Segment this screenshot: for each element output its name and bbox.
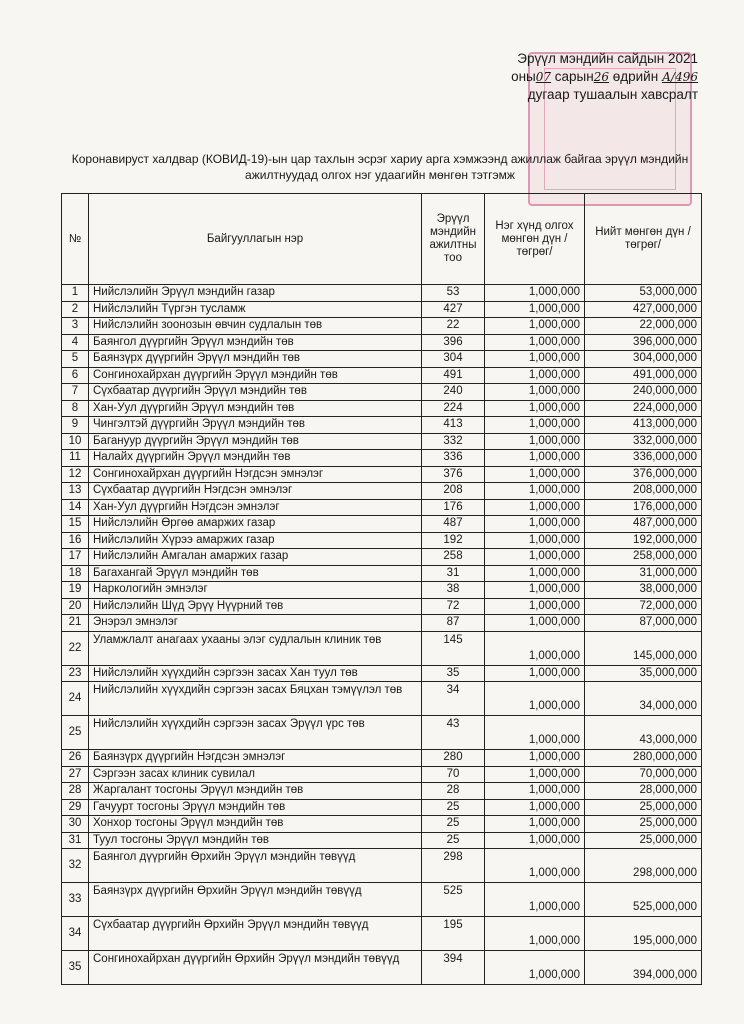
- header-number: №: [62, 194, 89, 285]
- table-row: [62, 400, 702, 417]
- table-row: [62, 367, 702, 384]
- table-row: [62, 499, 702, 516]
- header-total-amount: Нийт мөнгөн дүн /төгрөг/: [585, 194, 702, 285]
- row-number: 30: [62, 816, 89, 833]
- row-number: 5: [62, 351, 89, 368]
- table-row: [62, 483, 702, 500]
- allowance-table: [61, 193, 702, 985]
- row-staff-count: 35: [422, 665, 485, 682]
- row-organization: Сүхбаатар дүүргийн Эрүүл мэндийн төв: [89, 384, 422, 401]
- table-row: [62, 766, 702, 783]
- row-number: 13: [62, 483, 89, 500]
- row-organization: Багануур дүүргийн Эрүүл мэндийн төв: [89, 433, 422, 450]
- row-per-person-amount: 1,000,000: [485, 549, 585, 566]
- handwritten-day: 26: [593, 69, 609, 84]
- row-per-person-amount: 1,000,000: [485, 582, 585, 599]
- header-line-3: дугаар тушаалын хавсралт: [527, 87, 698, 102]
- row-organization: Баянзүрх дүүргийн Өрхийн Эрүүл мэндийн төвүүд: [89, 883, 422, 917]
- row-per-person-amount: 1,000,000: [485, 917, 585, 951]
- row-staff-count: 280: [422, 750, 485, 767]
- row-staff-count: 427: [422, 301, 485, 318]
- row-total-amount: 394,000,000: [585, 951, 702, 985]
- row-per-person-amount: 1,000,000: [485, 532, 585, 549]
- row-organization: Баянзүрх дүүргийн Нэгдсэн эмнэлэг: [89, 750, 422, 767]
- row-number: 29: [62, 799, 89, 816]
- row-total-amount: 298,000,000: [585, 849, 702, 883]
- row-number: 17: [62, 549, 89, 566]
- row-total-amount: 38,000,000: [585, 582, 702, 599]
- row-organization: Энэрэл эмнэлэг: [89, 615, 422, 632]
- row-organization: Баянзүрх дүүргийн Эрүүл мэндийн төв: [89, 351, 422, 368]
- row-per-person-amount: 1,000,000: [485, 951, 585, 985]
- row-per-person-amount: 1,000,000: [485, 384, 585, 401]
- row-number: 22: [62, 631, 89, 665]
- row-number: 16: [62, 532, 89, 549]
- row-organization: Баянгол дүүргийн Эрүүл мэндийн төв: [89, 334, 422, 351]
- handwritten-month: 07: [535, 69, 552, 84]
- table-row: [62, 631, 702, 665]
- row-staff-count: 394: [422, 951, 485, 985]
- row-organization: Хан-Уул дүүргийн Нэгдсэн эмнэлэг: [89, 499, 422, 516]
- row-staff-count: 25: [422, 799, 485, 816]
- row-staff-count: 34: [422, 682, 485, 716]
- row-number: 9: [62, 417, 89, 434]
- row-organization: Гачуурт тосгоны Эрүүл мэндийн төв: [89, 799, 422, 816]
- header-per-person-amount: Нэг хүнд олгох мөнгөн дүн /төгрөг/: [485, 194, 585, 285]
- row-per-person-amount: 1,000,000: [485, 883, 585, 917]
- table-row: [62, 799, 702, 816]
- row-staff-count: 240: [422, 384, 485, 401]
- row-total-amount: 43,000,000: [585, 716, 702, 750]
- row-per-person-amount: 1,000,000: [485, 682, 585, 716]
- table-row: [62, 750, 702, 767]
- table-row: [62, 682, 702, 716]
- document-title: Коронавируст халдвар (КОВИД-19)-ын цар тахлын эсрэг хариу арга хэмжээнд ажиллаж байгаа эрүүл мэндийн ажилтнуудад олгох нэг удаагийн мөнгөн тэтгэмж: [71, 152, 689, 182]
- row-total-amount: 208,000,000: [585, 483, 702, 500]
- row-number: 11: [62, 450, 89, 467]
- row-number: 27: [62, 766, 89, 783]
- row-total-amount: 336,000,000: [585, 450, 702, 467]
- row-per-person-amount: 1,000,000: [485, 832, 585, 849]
- table-row: [62, 716, 702, 750]
- table-row: [62, 549, 702, 566]
- table-row: [62, 615, 702, 632]
- row-staff-count: 70: [422, 766, 485, 783]
- row-per-person-amount: 1,000,000: [485, 516, 585, 533]
- row-staff-count: 487: [422, 516, 485, 533]
- row-organization: Нийслэлийн хүүхдийн сэргээн засах Эрүүл үрс төв: [89, 716, 422, 750]
- row-number: 34: [62, 917, 89, 951]
- row-staff-count: 25: [422, 816, 485, 833]
- row-per-person-amount: 1,000,000: [485, 417, 585, 434]
- row-organization: Уламжлалт анагаах ухааны элэг судлалын клиник төв: [89, 631, 422, 665]
- row-per-person-amount: 1,000,000: [485, 631, 585, 665]
- row-per-person-amount: 1,000,000: [485, 615, 585, 632]
- row-staff-count: 195: [422, 917, 485, 951]
- row-organization: Нийслэлийн Түргэн тусламж: [89, 301, 422, 318]
- row-number: 31: [62, 832, 89, 849]
- row-staff-count: 298: [422, 849, 485, 883]
- row-total-amount: 427,000,000: [585, 301, 702, 318]
- row-number: 12: [62, 466, 89, 483]
- row-per-person-amount: 1,000,000: [485, 783, 585, 800]
- row-total-amount: 332,000,000: [585, 433, 702, 450]
- row-total-amount: 258,000,000: [585, 549, 702, 566]
- row-per-person-amount: 1,000,000: [485, 450, 585, 467]
- row-total-amount: 25,000,000: [585, 816, 702, 833]
- row-per-person-amount: 1,000,000: [485, 483, 585, 500]
- row-per-person-amount: 1,000,000: [485, 301, 585, 318]
- row-organization: Баянгол дүүргийн Өрхийн Эрүүл мэндийн төвүүд: [89, 849, 422, 883]
- row-organization: Нийслэлийн зоонозын өвчин судлалын төв: [89, 318, 422, 335]
- row-per-person-amount: 1,000,000: [485, 466, 585, 483]
- table-row: [62, 665, 702, 682]
- row-number: 21: [62, 615, 89, 632]
- table-row: [62, 285, 702, 302]
- header-year-suffix: оны: [511, 68, 536, 84]
- row-per-person-amount: 1,000,000: [485, 367, 585, 384]
- table-row: [62, 816, 702, 833]
- table-row: [62, 832, 702, 849]
- table-row: [62, 433, 702, 450]
- table-body: [62, 285, 702, 985]
- table-row: [62, 466, 702, 483]
- row-organization: Чингэлтэй дүүргийн Эрүүл мэндийн төв: [89, 417, 422, 434]
- table-row: [62, 582, 702, 599]
- row-number: 1: [62, 285, 89, 302]
- row-total-amount: 70,000,000: [585, 766, 702, 783]
- row-number: 10: [62, 433, 89, 450]
- row-organization: Сонгинохайрхан дүүргийн Өрхийн Эрүүл мэндийн төвүүд: [89, 951, 422, 985]
- table-header-row: [62, 194, 702, 285]
- row-number: 19: [62, 582, 89, 599]
- row-total-amount: 145,000,000: [585, 631, 702, 665]
- row-organization: Сүхбаатар дүүргийн Өрхийн Эрүүл мэндийн төвүүд: [89, 917, 422, 951]
- row-staff-count: 22: [422, 318, 485, 335]
- row-total-amount: 25,000,000: [585, 799, 702, 816]
- row-number: 23: [62, 665, 89, 682]
- row-number: 14: [62, 499, 89, 516]
- row-per-person-amount: 1,000,000: [485, 799, 585, 816]
- row-number: 7: [62, 384, 89, 401]
- row-staff-count: 332: [422, 433, 485, 450]
- table-row: [62, 417, 702, 434]
- row-organization: Сонгинохайрхан дүүргийн Эрүүл мэндийн төв: [89, 367, 422, 384]
- row-number: 20: [62, 598, 89, 615]
- row-staff-count: 525: [422, 883, 485, 917]
- row-number: 18: [62, 565, 89, 582]
- row-organization: Хан-Уул дүүргийн Эрүүл мэндийн төв: [89, 400, 422, 417]
- row-staff-count: 336: [422, 450, 485, 467]
- row-total-amount: 376,000,000: [585, 466, 702, 483]
- row-total-amount: 525,000,000: [585, 883, 702, 917]
- row-staff-count: 258: [422, 549, 485, 566]
- row-number: 4: [62, 334, 89, 351]
- row-number: 3: [62, 318, 89, 335]
- row-number: 24: [62, 682, 89, 716]
- row-total-amount: 31,000,000: [585, 565, 702, 582]
- row-per-person-amount: 1,000,000: [485, 716, 585, 750]
- row-total-amount: 87,000,000: [585, 615, 702, 632]
- row-number: 15: [62, 516, 89, 533]
- row-total-amount: 72,000,000: [585, 598, 702, 615]
- row-per-person-amount: 1,000,000: [485, 665, 585, 682]
- row-total-amount: 304,000,000: [585, 351, 702, 368]
- table-row: [62, 384, 702, 401]
- row-number: 28: [62, 783, 89, 800]
- row-per-person-amount: 1,000,000: [485, 598, 585, 615]
- row-organization: Нийслэлийн Хүрээ амаржих газар: [89, 532, 422, 549]
- row-total-amount: 413,000,000: [585, 417, 702, 434]
- row-total-amount: 491,000,000: [585, 367, 702, 384]
- row-per-person-amount: 1,000,000: [485, 849, 585, 883]
- row-total-amount: 240,000,000: [585, 384, 702, 401]
- row-organization: Сүхбаатар дүүргийн Нэгдсэн эмнэлэг: [89, 483, 422, 500]
- row-per-person-amount: 1,000,000: [485, 766, 585, 783]
- row-total-amount: 487,000,000: [585, 516, 702, 533]
- table-row: [62, 318, 702, 335]
- appendix-header: [438, 50, 698, 104]
- row-staff-count: 176: [422, 499, 485, 516]
- row-total-amount: 22,000,000: [585, 318, 702, 335]
- row-staff-count: 208: [422, 483, 485, 500]
- row-total-amount: 25,000,000: [585, 832, 702, 849]
- table-row: [62, 334, 702, 351]
- row-organization: Сэргээн засах клиник сувилал: [89, 766, 422, 783]
- row-total-amount: 28,000,000: [585, 783, 702, 800]
- row-staff-count: 145: [422, 631, 485, 665]
- row-staff-count: 53: [422, 285, 485, 302]
- handwritten-order-number: А/496: [661, 69, 698, 84]
- row-staff-count: 224: [422, 400, 485, 417]
- row-total-amount: 280,000,000: [585, 750, 702, 767]
- row-organization: Нийслэлийн хүүхдийн сэргээн засах Хан туул төв: [89, 665, 422, 682]
- header-organization: Байгууллагын нэр: [89, 194, 422, 285]
- table-row: [62, 849, 702, 883]
- table-row: [62, 351, 702, 368]
- row-organization: Налайх дүүргийн Эрүүл мэндийн төв: [89, 450, 422, 467]
- row-per-person-amount: 1,000,000: [485, 351, 585, 368]
- row-organization: Багахангай Эрүүл мэндийн төв: [89, 565, 422, 582]
- row-staff-count: 304: [422, 351, 485, 368]
- row-number: 35: [62, 951, 89, 985]
- row-staff-count: 396: [422, 334, 485, 351]
- header-day-label: өдрийн: [609, 68, 659, 84]
- row-per-person-amount: 1,000,000: [485, 565, 585, 582]
- row-number: 33: [62, 883, 89, 917]
- row-number: 32: [62, 849, 89, 883]
- row-number: 8: [62, 400, 89, 417]
- row-staff-count: 192: [422, 532, 485, 549]
- row-organization: Жаргалант тосгоны Эрүүл мэндийн төв: [89, 783, 422, 800]
- table-row: [62, 951, 702, 985]
- header-staff-count: Эрүүл мэндийн ажилтны тоо: [422, 194, 485, 285]
- row-organization: Нийслэлийн Эрүүл мэндийн газар: [89, 285, 422, 302]
- row-per-person-amount: 1,000,000: [485, 318, 585, 335]
- row-staff-count: 38: [422, 582, 485, 599]
- row-total-amount: 224,000,000: [585, 400, 702, 417]
- row-per-person-amount: 1,000,000: [485, 816, 585, 833]
- row-staff-count: 43: [422, 716, 485, 750]
- row-total-amount: 195,000,000: [585, 917, 702, 951]
- row-organization: Нийслэлийн хүүхдийн сэргээн засах Бяцхан тэмүүлэл төв: [89, 682, 422, 716]
- row-organization: Нийслэлийн Амгалан амаржих газар: [89, 549, 422, 566]
- row-organization: Хонхор тосгоны Эрүүл мэндийн төв: [89, 816, 422, 833]
- row-organization: Нийслэлийн Шүд Эрүү Нүүрний төв: [89, 598, 422, 615]
- table-row: [62, 598, 702, 615]
- table-row: [62, 917, 702, 951]
- row-total-amount: 192,000,000: [585, 532, 702, 549]
- row-staff-count: 87: [422, 615, 485, 632]
- table-row: [62, 516, 702, 533]
- row-staff-count: 491: [422, 367, 485, 384]
- row-staff-count: 25: [422, 832, 485, 849]
- row-total-amount: 396,000,000: [585, 334, 702, 351]
- row-staff-count: 376: [422, 466, 485, 483]
- row-number: 2: [62, 301, 89, 318]
- row-number: 25: [62, 716, 89, 750]
- row-per-person-amount: 1,000,000: [485, 285, 585, 302]
- table-row: [62, 883, 702, 917]
- header-line-1: Эрүүл мэндийн сайдын 2021: [517, 51, 698, 66]
- table-row: [62, 301, 702, 318]
- row-organization: Сонгинохайрхан дүүргийн Нэгдсэн эмнэлэг: [89, 466, 422, 483]
- row-organization: Туул тосгоны Эрүүл мэндийн төв: [89, 832, 422, 849]
- row-organization: Наркологийн эмнэлэг: [89, 582, 422, 599]
- row-number: 26: [62, 750, 89, 767]
- row-staff-count: 413: [422, 417, 485, 434]
- row-staff-count: 31: [422, 565, 485, 582]
- row-organization: Нийслэлийн Өргөө амаржих газар: [89, 516, 422, 533]
- row-total-amount: 176,000,000: [585, 499, 702, 516]
- header-line-2: [438, 68, 698, 87]
- header-month-label: сарын: [551, 68, 594, 84]
- row-number: 6: [62, 367, 89, 384]
- row-total-amount: 35,000,000: [585, 665, 702, 682]
- row-per-person-amount: 1,000,000: [485, 334, 585, 351]
- row-staff-count: 28: [422, 783, 485, 800]
- row-staff-count: 72: [422, 598, 485, 615]
- table-row: [62, 450, 702, 467]
- row-per-person-amount: 1,000,000: [485, 433, 585, 450]
- row-per-person-amount: 1,000,000: [485, 400, 585, 417]
- row-per-person-amount: 1,000,000: [485, 499, 585, 516]
- table-row: [62, 532, 702, 549]
- row-per-person-amount: 1,000,000: [485, 750, 585, 767]
- row-total-amount: 34,000,000: [585, 682, 702, 716]
- table-row: [62, 783, 702, 800]
- row-total-amount: 53,000,000: [585, 285, 702, 302]
- table-row: [62, 565, 702, 582]
